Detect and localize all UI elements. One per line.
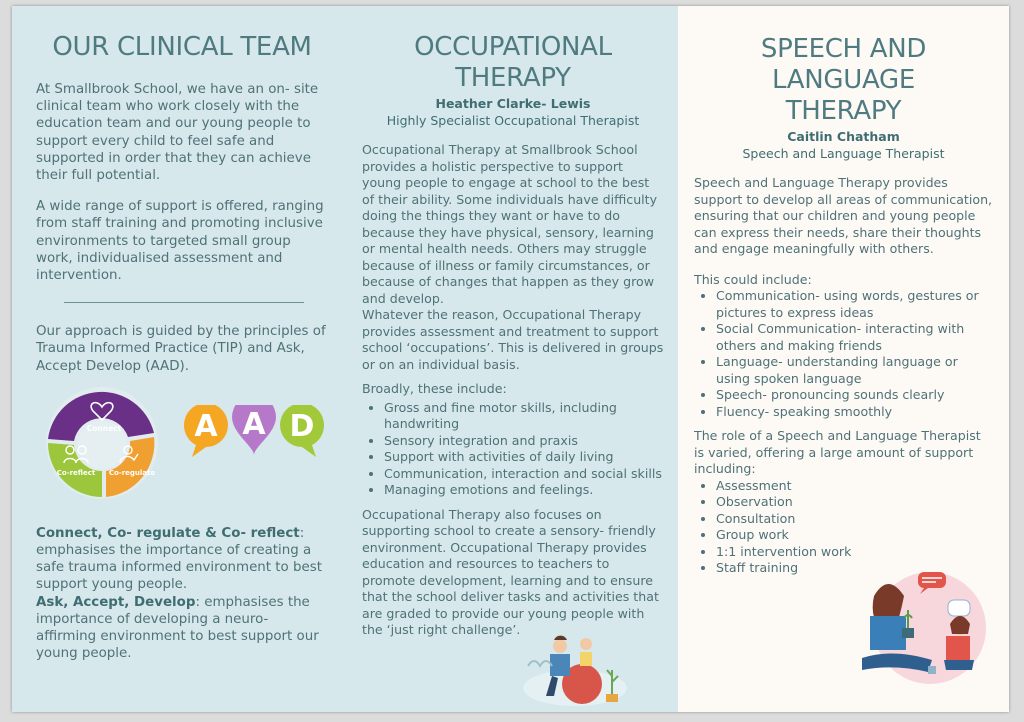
list-item: • 1:1 intervention work: [716, 544, 993, 561]
ot-therapist-role: Highly Specialist Occupational Therapist: [386, 113, 640, 128]
coregulate-label: Co-regulate: [108, 468, 156, 477]
salt-therapist-name: Caitlin Chatham: [787, 129, 900, 144]
clinical-team-title: OUR CLINICAL TEAM: [52, 32, 312, 62]
list-item: • Social Communication- interacting with others and making friends: [716, 321, 993, 354]
list-item: • Gross and fine motor skills, including handwriting: [384, 400, 664, 433]
aad-letter-ask: A: [194, 408, 218, 444]
ot-intro: Occupational Therapy at Smallbrook School provides a holistic perspective to support young people to engage at school to the best of their ability. Some individuals have difficulty doing the things they want or have to do because they have physical, sensory, learning or mental health needs. Others may struggle because of illness or family circumstances, or because of changes that happen as they grow and develop.: [362, 142, 658, 306]
occupational-therapy-column: [344, 6, 678, 712]
list-item: • Group work: [716, 527, 993, 544]
list-item: • Support with activities of daily living: [384, 449, 664, 466]
ot-list: [362, 400, 664, 499]
approach-logos: [36, 387, 328, 499]
list-item: • Language- understanding language or using spoken language: [716, 354, 993, 387]
aad-text: : emphasises the importance of developing a neuro-affirming environment to best support our young people.: [36, 594, 319, 662]
tip-explanation: [36, 525, 328, 594]
tip-text: : emphasises the importance of creating a safe trauma informed environment to best support young people.: [36, 525, 322, 593]
ot-list-intro: Broadly, these include:: [362, 381, 507, 396]
speech-therapy-illustration: [848, 566, 998, 686]
list-item: • Fluency- speaking smoothly: [716, 404, 993, 421]
salt-areas-list: [694, 288, 993, 420]
salt-support-list: [694, 478, 993, 577]
aad-logo: [180, 405, 330, 485]
therapy-ball-illustration: [520, 626, 630, 708]
list-item: • Assessment: [716, 478, 993, 495]
connect-cycle-logo: [36, 387, 171, 499]
aad-key: Ask, Accept, Develop: [36, 594, 196, 610]
list-item: • Sensory integration and praxis: [384, 433, 664, 450]
list-item: • Communication, interaction and social skills: [384, 466, 664, 483]
coreflect-label: Co-reflect: [56, 468, 96, 477]
ot-environment: Occupational Therapy also focuses on supporting school to create a sensory- friendly environment. Occupational Therapy provides education and resources to teachers to promote development, learning and to ensure that the school deliver tasks and activities that are graded to provide our young people with the ‘just right challenge’.: [362, 506, 659, 637]
leaflet-page: [12, 6, 1009, 712]
ot-reason: Whatever the reason, Occupational Therapy provides assessment and treatment to support school ‘occupations’. This is delivered in groups or on an individual basis.: [362, 307, 664, 372]
clinical-team-approach: Our approach is guided by the principles of Trauma Informed Practice (TIP) and Ask, Accept Develop (AAD).: [36, 324, 326, 374]
list-item: • Communication- using words, gestures or pictures to express ideas: [716, 288, 993, 321]
list-item: • Managing emotions and feelings.: [384, 482, 664, 499]
aad-letter-develop: D: [289, 408, 315, 444]
salt-intro: Speech and Language Therapy provides support to develop all areas of communication, ensuring that our children and young people can express their needs, share their thoughts and engage meaningfully with others.: [694, 175, 993, 256]
ot-title: OCCUPATIONAL THERAPY: [414, 32, 612, 93]
section-divider: [64, 302, 304, 303]
salt-title: SPEECH AND LANGUAGE THERAPY: [760, 34, 927, 126]
clinical-team-support: A wide range of support is offered, ranging from staff training and promoting inclusive environments to targeted small group work, individualised assessment and intervention.: [36, 199, 324, 284]
salt-role: The role of a Speech and Language Therapist is varied, offering a large amount of support including:: [694, 428, 981, 476]
tip-key: Connect, Co- regulate & Co- reflect: [36, 525, 300, 541]
aad-letter-accept: A: [242, 406, 266, 442]
ot-therapist-name: Heather Clarke- Lewis: [435, 96, 591, 111]
list-item: • Observation: [716, 494, 993, 511]
speech-language-column: [678, 6, 1009, 712]
salt-list-intro: This could include:: [694, 271, 812, 287]
list-item: • Staff training: [716, 560, 993, 577]
list-item: • Speech- pronouncing sounds clearly: [716, 387, 993, 404]
clinical-team-column: [12, 6, 344, 712]
connect-label: Connect: [86, 423, 122, 433]
aad-explanation: [36, 594, 328, 663]
clinical-team-intro: At Smallbrook School, we have an on- site clinical team who work closely with the education team and our young people to support every child to feel safe and supported in order that they can achieve their full potential.: [36, 82, 319, 184]
list-item: • Consultation: [716, 511, 993, 528]
salt-therapist-role: Speech and Language Therapist: [742, 146, 945, 161]
